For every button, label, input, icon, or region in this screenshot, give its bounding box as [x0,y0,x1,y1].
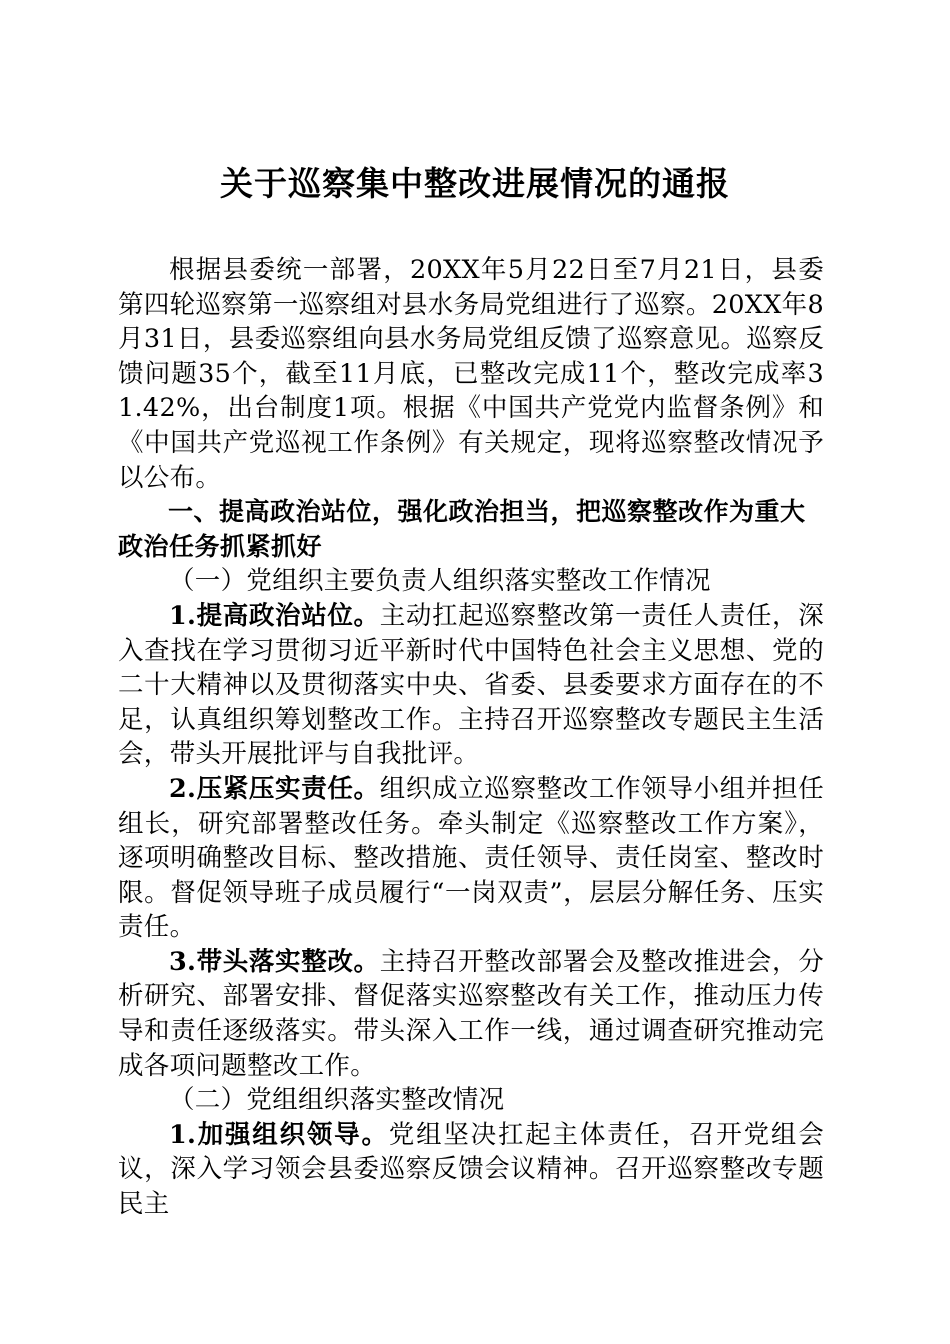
item-paragraph [118,599,824,772]
document-body [118,253,824,1222]
document-title: 关于巡察集中整改进展情况的通报 [220,164,730,203]
item-paragraph [118,945,824,1083]
item-text: 组织成立巡察整改工作领导小组并担任组长，研究部署整改任务。牵头制定《巡察整改工作方案》，逐项明确整改目标、整改措施、责任领导、责任岗室、整改时限。督促领导班子成员履行“一岗双责”，层层分解任务、压实责任。 [118,773,824,943]
item-paragraph [118,772,824,945]
item-lead: 2.压紧压实责任。 [169,773,380,804]
intro-paragraph: 根据县委统一部署，20XX年5月22日至7月21日，县委第四轮巡察第一巡察组对县水务局党组进行了巡察。20XX年8月31日，县委巡察组向县水务局党组反馈了巡察意见。巡察反馈问题35个，截至11月底，已整改完成11个，整改完成率31.42%，出台制度1项。根据《中国共产党党内监督条例》和《中国共产党巡视工作条例》有关规定，现将巡察整改情况予以公布。 [118,255,824,493]
item-text: 党组坚决扛起主体责任，召开党组会议，深入学习领会县委巡察反馈会议精神。召开巡察整改专题民主 [118,1119,824,1220]
item-paragraph [118,1118,824,1222]
item-lead: 1.加强组织领导。 [169,1119,389,1150]
section-heading: 一、提高政治站位，强化政治担当，把巡察整改作为重大政治任务抓紧抓好 [118,497,806,561]
item-lead: 1.提高政治站位。 [169,600,380,631]
item-text: 主持召开整改部署会及整改推进会，分析研究、部署安排、督促落实巡察整改有关工作，推动压力传导和责任逐级落实。带头深入工作一线，通过调查研究推动完成各项问题整改工作。 [118,946,824,1081]
subsection-heading: （一）党组织主要负责人组织落实整改工作情况 [169,566,711,597]
subsection-heading: （二）党组组织落实整改情况 [169,1085,505,1116]
item-text: 主动扛起巡察整改第一责任人责任，深入查找在学习贯彻习近平新时代中国特色社会主义思想、党的二十大精神以及贯彻落实中央、省委、县委要求方面存在的不足，认真组织筹划整改工作。主持召开巡察整改专题民主生活会，带头开展批评与自我批评。 [118,600,824,770]
item-lead: 3.带头落实整改。 [169,946,380,977]
